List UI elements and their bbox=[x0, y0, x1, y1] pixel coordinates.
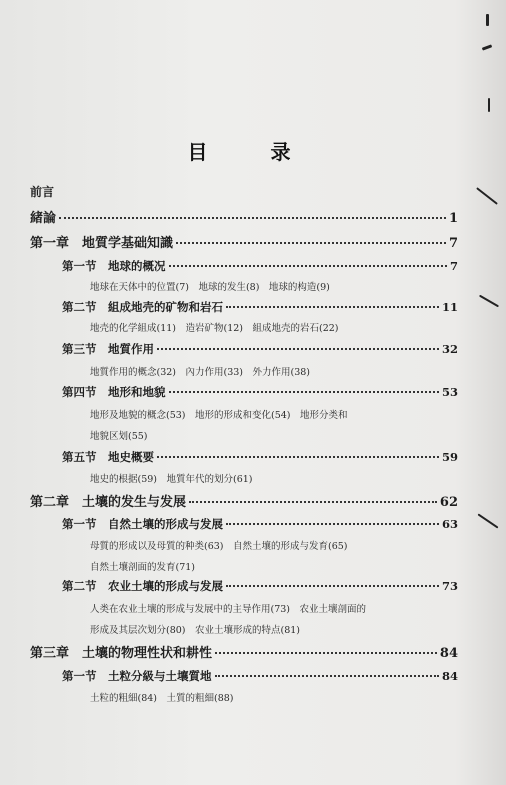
dot-leader bbox=[176, 241, 446, 244]
dot-leader bbox=[169, 390, 439, 393]
dot-leader bbox=[169, 264, 447, 267]
toc-section bbox=[62, 299, 458, 315]
section-topics: 地球在天体中的位置(7) 地球的发生(8) 地球的构造(9) bbox=[90, 282, 330, 293]
edge-mark bbox=[486, 14, 489, 26]
section-topics: 地壳的化学組成(11) 造岩矿物(12) 組成地壳的岩石(22) bbox=[90, 323, 339, 334]
toc-section bbox=[62, 668, 458, 684]
section-topics: 地質作用的概念(32) 內力作用(33) 外力作用(38) bbox=[90, 367, 311, 378]
entry-page: 7 bbox=[449, 259, 458, 273]
entry-label: 第一章 地質学基础知識 bbox=[30, 236, 174, 251]
dot-leader bbox=[157, 455, 439, 458]
edge-mark bbox=[476, 187, 498, 205]
toc-section bbox=[62, 384, 458, 400]
toc-section bbox=[62, 341, 458, 357]
dot-leader bbox=[157, 347, 439, 350]
dot-leader bbox=[189, 500, 437, 503]
page-title: 目 录 bbox=[187, 140, 319, 164]
section-topics: 土粒的粗細(84) 土質的粗細(88) bbox=[90, 693, 234, 704]
toc-entry-intro bbox=[30, 207, 458, 226]
edge-mark bbox=[477, 513, 498, 528]
dot-leader bbox=[226, 584, 439, 587]
toc-section bbox=[62, 258, 458, 274]
entry-page: 84 bbox=[441, 669, 458, 683]
entry-label: 第三节 地質作用 bbox=[62, 342, 154, 356]
entry-page: 1 bbox=[448, 211, 458, 226]
entry-page: 59 bbox=[441, 450, 458, 464]
dot-leader bbox=[215, 674, 439, 677]
edge-mark bbox=[482, 44, 492, 50]
entry-page: 53 bbox=[441, 385, 458, 399]
entry-label: 第三章 土壤的物理性状和耕性 bbox=[30, 646, 213, 661]
section-topics: 人类在农业土壤的形成与发展中的主导作用(73) 农业土壤剖面的 bbox=[90, 604, 367, 615]
edge-mark bbox=[479, 295, 499, 308]
entry-label: 第二章 土壤的发生与发展 bbox=[30, 495, 187, 510]
dot-leader bbox=[215, 651, 437, 654]
toc-entry-preface bbox=[30, 183, 54, 200]
entry-page: 7 bbox=[448, 236, 458, 251]
dot-leader bbox=[226, 305, 439, 308]
dot-leader bbox=[226, 522, 439, 525]
entry-page: 11 bbox=[441, 300, 458, 314]
section-topics: 母質的形成以及母質的种类(63) 自然土壤的形成与发育(65) bbox=[90, 541, 348, 552]
entry-label: 第二节 农业土壤的形成与发展 bbox=[62, 579, 223, 593]
section-topics: 地貌区划(55) bbox=[90, 431, 148, 442]
section-topics: 自然土壤剖面的发育(71) bbox=[90, 562, 196, 573]
entry-label: 緒論 bbox=[30, 211, 57, 226]
section-topics: 地形及地貌的概念(53) 地形的形成和变化(54) 地形分类和 bbox=[90, 410, 348, 421]
entry-label: 第二节 組成地壳的矿物和岩石 bbox=[62, 300, 223, 314]
section-topics: 形成及其层次划分(80) 农业土壤形成的特点(81) bbox=[90, 625, 301, 636]
entry-label: 第一节 自然土壤的形成与发展 bbox=[62, 517, 223, 531]
toc-section bbox=[62, 578, 458, 594]
entry-label: 第一节 地球的概况 bbox=[62, 259, 166, 273]
edge-mark bbox=[488, 98, 490, 112]
entry-label: 第一节 土粒分級与土壤質地 bbox=[62, 669, 212, 683]
toc-section bbox=[62, 449, 458, 465]
toc-chapter-1 bbox=[30, 232, 458, 251]
entry-page: 62 bbox=[439, 495, 458, 510]
entry-page: 63 bbox=[441, 517, 458, 531]
entry-label: 第四节 地形和地貌 bbox=[62, 385, 166, 399]
dot-leader bbox=[59, 216, 446, 219]
entry-page: 32 bbox=[441, 342, 458, 356]
entry-page: 73 bbox=[441, 579, 458, 593]
toc-chapter-3 bbox=[30, 642, 458, 661]
entry-page: 84 bbox=[439, 646, 458, 661]
toc-chapter-2 bbox=[30, 491, 458, 510]
entry-label: 第五节 地史概要 bbox=[62, 450, 154, 464]
toc-section bbox=[62, 516, 458, 532]
section-topics: 地史的根据(59) 地質年代的划分(61) bbox=[90, 474, 253, 485]
entry-label: 前言 bbox=[30, 185, 55, 199]
